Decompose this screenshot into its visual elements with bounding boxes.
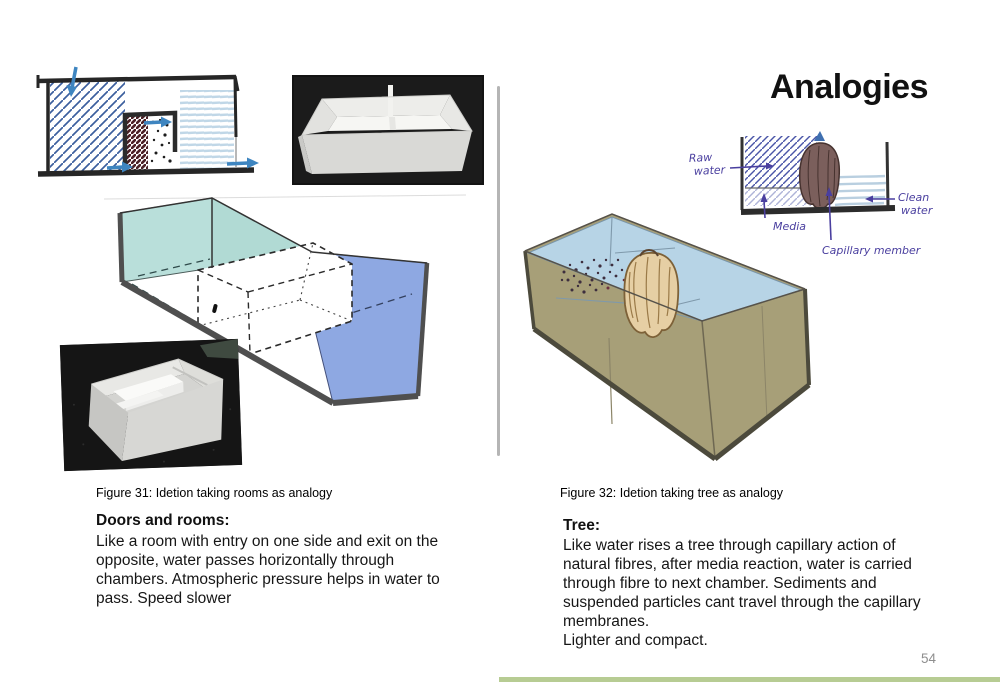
right-body-paragraph: Like water rises a tree through capillary action of natural fibres, after media reaction, water is carried through fibre to next chamber. Sediments and suspended particles cant travel through the capillary membranes. xyxy=(563,537,921,630)
sketch-3d-tree-box xyxy=(512,210,852,480)
sketch-room-section xyxy=(36,64,264,184)
figure-32-caption: Figure 32: Idetion taking tree as analogy xyxy=(560,486,784,500)
raw-water-label-2: water xyxy=(693,163,726,178)
right-body xyxy=(563,536,945,650)
clean-water-label-2: water xyxy=(901,204,933,217)
photo-prototype-compartments xyxy=(60,339,242,471)
capillary-label: Capillary member xyxy=(822,244,921,257)
page-number: 54 xyxy=(921,651,937,666)
photo-prototype-tray xyxy=(292,75,484,185)
clean-water-label-1: Clean xyxy=(898,191,930,204)
right-heading: Tree: xyxy=(563,517,601,534)
page-title: Analogies xyxy=(770,68,928,106)
left-body: Like a room with entry on one side and exit on the opposite, water passes horizontally through chambers. Atmospheric pressure helps in water to pass. Speed slower xyxy=(96,533,440,607)
figure-31-caption: Figure 31: Idetion taking rooms as analogy xyxy=(96,486,333,500)
left-heading: Doors and rooms: xyxy=(96,512,230,529)
clean-water-shaded-area xyxy=(180,90,234,170)
column-divider xyxy=(497,86,500,456)
raw-water-hatch-area xyxy=(50,80,125,172)
right-body-paragraph-2: Lighter and compact. xyxy=(563,632,708,649)
raw-water-label-1: Raw xyxy=(688,150,713,165)
footer-rule xyxy=(499,677,1000,682)
media-label: Media xyxy=(773,220,807,233)
